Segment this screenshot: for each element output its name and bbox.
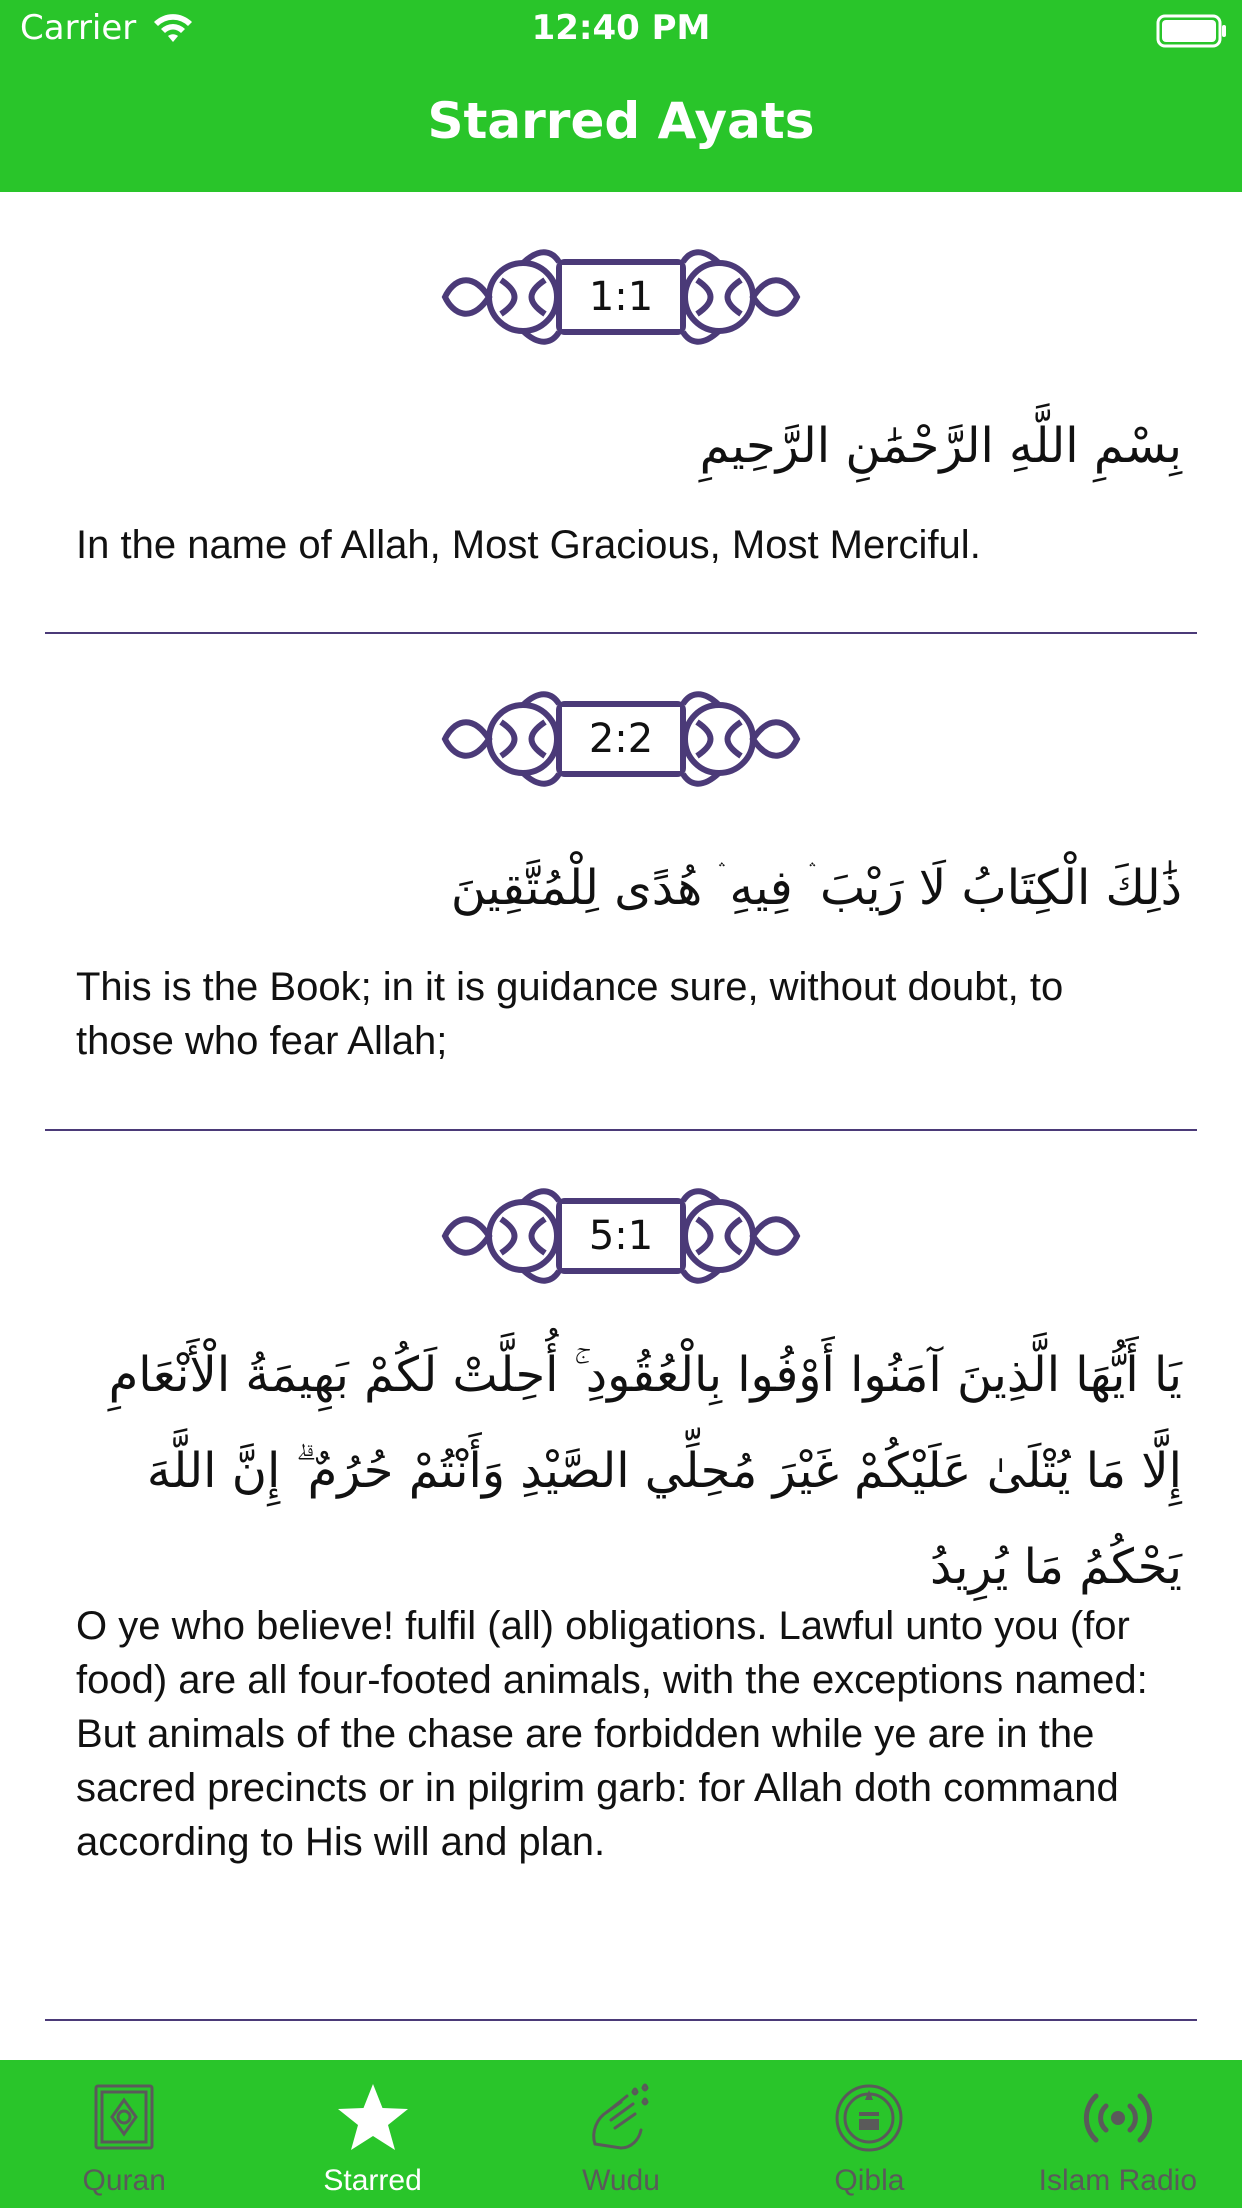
ayat-translation: O ye who believe! fulfil (all) obligations. Lawful unto you (for food) are all four-footed animals, with the exceptions named: But animals of the chase are forbidden while ye are in the sacred precincts or in pilgrim garb: for Allah doth command according to His will and plan.	[76, 1604, 1148, 1864]
ayat-number: 5:1	[588, 1213, 654, 1259]
ayat-row[interactable]	[0, 192, 1242, 634]
ayat-arabic-text: ذَٰلِكَ الْكِتَابُ لَا رَيْبَ ۛ فِيهِ ۛ هُدًى لِلْمُتَّقِينَ	[450, 860, 1182, 916]
ayat-number: 2:2	[588, 716, 654, 762]
ayat-row[interactable]	[0, 634, 1242, 1131]
radio-broadcast-icon	[1078, 2082, 1158, 2154]
page-title: Starred Ayats	[427, 92, 815, 150]
starred-ayat-list[interactable]	[0, 192, 1242, 2060]
qibla-compass-icon	[829, 2082, 909, 2154]
tab-label: Starred	[323, 2164, 422, 2197]
ayat-arabic-text: يَا أَيُّهَا الَّذِينَ آمَنُوا أَوْفُوا بِالْعُقُودِ ۚ أُحِلَّتْ لَكُمْ بَهِيمَةُ الْأَنْعَامِ إِلَّا مَا يُتْلَىٰ عَلَيْكُمْ غَيْرَ مُحِلِّي الصَّيْدِ وَأَنْتُمْ حُرُمٌ ۗ إِنَّ اللَّهَ يَحْكُمُ مَا يُرِيدُ	[108, 1347, 1182, 1595]
ayat-number-ornament	[441, 1179, 801, 1293]
ayat-arabic-text: بِسْمِ اللَّهِ الرَّحْمَٰنِ الرَّحِيمِ	[699, 418, 1182, 474]
carrier-label: Carrier	[20, 8, 137, 48]
tab-qibla[interactable]	[745, 2060, 993, 2208]
tab-bar	[0, 2060, 1242, 2208]
tab-label: Islam Radio	[1038, 2164, 1198, 2197]
ayat-number-ornament	[441, 682, 801, 796]
tab-label: Quran	[82, 2164, 166, 2197]
ayat-row[interactable]	[0, 1131, 1242, 2021]
wudu-hands-icon	[581, 2082, 661, 2154]
battery-icon	[1156, 14, 1228, 48]
ayat-number: 1:1	[588, 274, 654, 320]
quran-book-icon	[84, 2082, 164, 2154]
tab-islam-radio[interactable]	[994, 2060, 1242, 2208]
navigation-header	[0, 0, 1242, 192]
tab-label: Qibla	[834, 2164, 905, 2197]
ayat-translation: In the name of Allah, Most Gracious, Most Merciful.	[76, 523, 981, 567]
tab-wudu[interactable]	[497, 2060, 745, 2208]
row-divider	[45, 2019, 1197, 2021]
status-bar	[0, 0, 1242, 62]
tab-quran[interactable]	[0, 2060, 248, 2208]
tab-starred[interactable]	[248, 2060, 496, 2208]
status-time: 12:40 PM	[531, 8, 711, 48]
tab-label: Wudu	[582, 2164, 660, 2197]
star-icon	[333, 2082, 413, 2154]
ayat-translation: This is the Book; in it is guidance sure, without doubt, to those who fear Allah;	[76, 965, 1064, 1063]
ayat-number-ornament	[441, 240, 801, 354]
